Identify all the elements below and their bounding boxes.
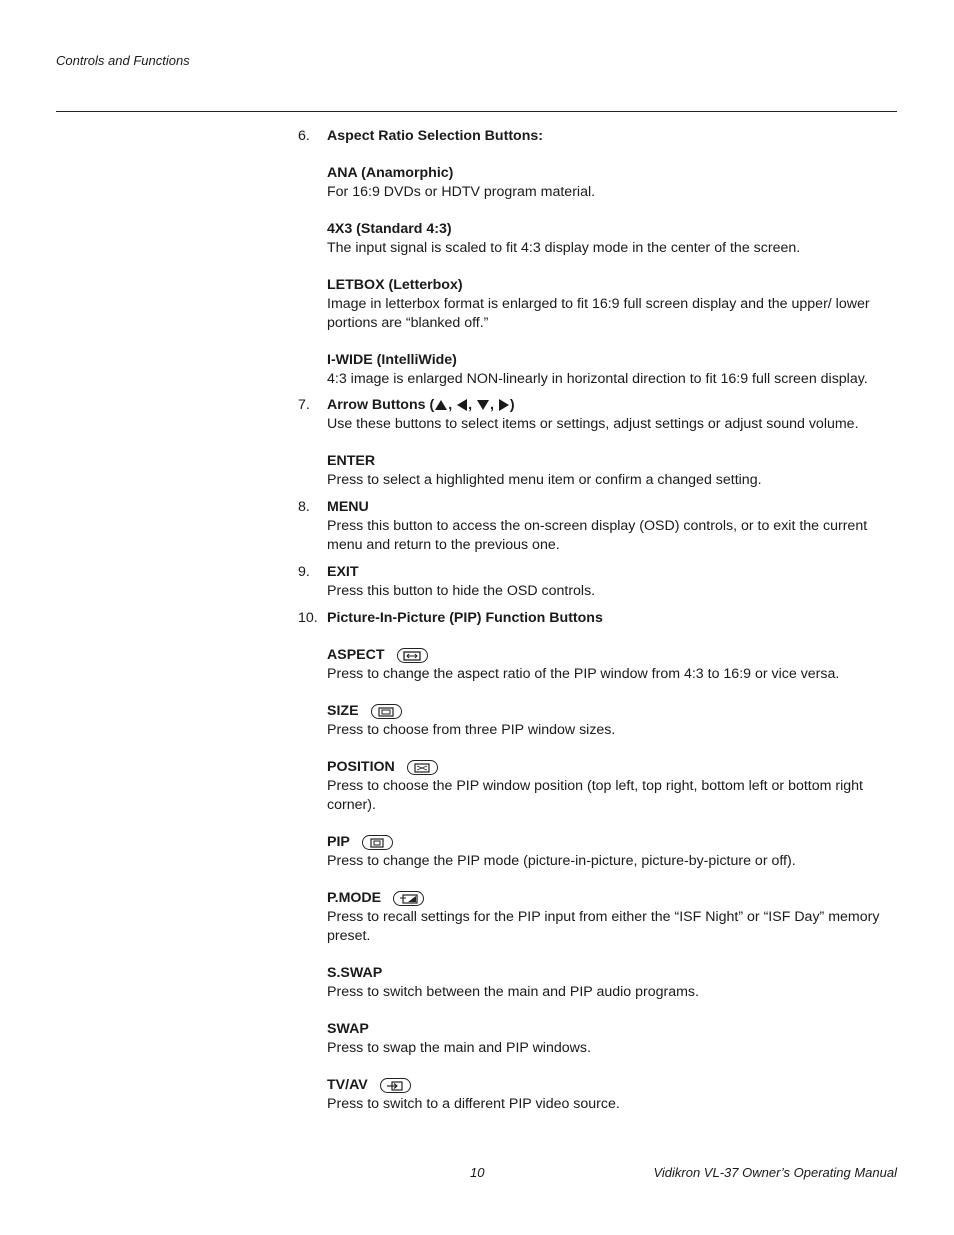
entry-tv-av xyxy=(327,1076,898,1114)
arrow-left-icon xyxy=(457,399,467,411)
item-number: 9. xyxy=(298,564,310,580)
entry-desc: Press to change the PIP mode (picture-in-picture, picture-by-picture or off). xyxy=(327,853,796,869)
title-suffix: ) xyxy=(509,397,515,413)
entry-title: TV/AV xyxy=(327,1077,368,1093)
item-desc: Use these buttons to select items or settings, adjust settings or adjust sound volume. xyxy=(327,416,859,432)
item-title xyxy=(327,396,898,415)
item-title: MENU xyxy=(327,499,369,515)
arrow-up-icon xyxy=(435,400,447,410)
entry-desc: Press to switch to a different PIP video source. xyxy=(327,1096,620,1112)
entry-swap xyxy=(327,1020,898,1058)
item-title: EXIT xyxy=(327,564,359,580)
entry-desc: Press to swap the main and PIP windows. xyxy=(327,1040,591,1056)
page-number: 10 xyxy=(470,1165,485,1180)
entry-title: SWAP xyxy=(327,1021,369,1037)
content xyxy=(298,127,898,1114)
entry-4x3 xyxy=(327,220,898,258)
entry-desc: The input signal is scaled to fit 4:3 display mode in the center of the screen. xyxy=(327,240,801,256)
running-header: Controls and Functions xyxy=(56,53,190,68)
entry-desc: Press to switch between the main and PIP audio programs. xyxy=(327,984,699,1000)
entry-desc: Press to choose from three PIP window sizes. xyxy=(327,722,616,738)
title-prefix: Arrow Buttons ( xyxy=(327,397,435,413)
entry-size xyxy=(327,702,898,740)
separator: , xyxy=(490,397,494,413)
entry-desc: For 16:9 DVDs or HDTV program material. xyxy=(327,184,596,200)
pip-position-icon xyxy=(407,760,438,775)
entry-title: LETBOX (Letterbox) xyxy=(327,277,463,293)
entry-enter xyxy=(327,452,898,490)
pip-icon xyxy=(362,835,393,850)
item-number: 7. xyxy=(298,397,310,413)
entry-title: P.MODE xyxy=(327,890,382,906)
entry-title: SIZE xyxy=(327,703,359,719)
entry-ana xyxy=(327,164,898,202)
entry-title: POSITION xyxy=(327,759,395,775)
header-rule xyxy=(56,111,897,112)
entry-letterbox xyxy=(327,276,898,333)
item-desc: Press this button to hide the OSD controls. xyxy=(327,583,596,599)
input-source-icon xyxy=(380,1078,411,1093)
item-title: Aspect Ratio Selection Buttons: xyxy=(327,128,543,144)
arrow-down-icon xyxy=(477,400,489,410)
entry-title: ENTER xyxy=(327,453,376,469)
item-exit xyxy=(298,563,898,601)
entry-title: ASPECT xyxy=(327,647,385,663)
separator: , xyxy=(448,397,453,413)
manual-title: Vidikron VL-37 Owner’s Operating Manual xyxy=(653,1165,897,1180)
entry-title: PIP xyxy=(327,834,350,850)
picture-mode-icon xyxy=(393,891,424,906)
entry-desc: Image in letterbox format is enlarged to fit 16:9 full screen display and the upper/ lower portions are “blanked off.” xyxy=(327,296,870,331)
item-number: 10. xyxy=(298,610,318,626)
entry-desc: Press to choose the PIP window position (top left, top right, bottom left or bottom right corner). xyxy=(327,778,863,813)
pip-size-icon xyxy=(371,704,402,719)
entry-title: 4X3 (Standard 4:3) xyxy=(327,221,452,237)
item-desc: Press this button to access the on-screen display (OSD) controls, or to exit the current menu and return to the previous one. xyxy=(327,518,868,553)
item-title: Picture-In-Picture (PIP) Function Buttons xyxy=(327,610,603,626)
entry-title: ANA (Anamorphic) xyxy=(327,165,454,181)
entry-desc: Press to recall settings for the PIP input from either the “ISF Night” or “ISF Day” memory preset. xyxy=(327,909,880,944)
item-number: 8. xyxy=(298,499,310,515)
arrow-right-icon xyxy=(499,399,509,411)
separator: , xyxy=(468,397,473,413)
entry-position xyxy=(327,758,898,815)
item-arrow-buttons xyxy=(298,396,898,490)
entry-desc: Press to select a highlighted menu item or confirm a changed setting. xyxy=(327,472,762,488)
entry-title: S.SWAP xyxy=(327,965,383,981)
item-pip-functions xyxy=(298,609,898,1114)
entry-p-mode xyxy=(327,889,898,946)
entry-pip-mode xyxy=(327,833,898,871)
aspect-icon xyxy=(397,648,428,663)
item-number: 6. xyxy=(298,128,310,144)
entry-desc: 4:3 image is enlarged NON-linearly in horizontal direction to fit 16:9 full screen display. xyxy=(327,371,868,387)
entry-desc: Press to change the aspect ratio of the PIP window from 4:3 to 16:9 or vice versa. xyxy=(327,666,840,682)
item-menu xyxy=(298,498,898,555)
entry-iwide xyxy=(327,351,898,389)
entry-title: I-WIDE (IntelliWide) xyxy=(327,352,457,368)
entry-s-swap xyxy=(327,964,898,1002)
entry-aspect xyxy=(327,646,898,684)
item-aspect-ratio xyxy=(298,127,898,389)
